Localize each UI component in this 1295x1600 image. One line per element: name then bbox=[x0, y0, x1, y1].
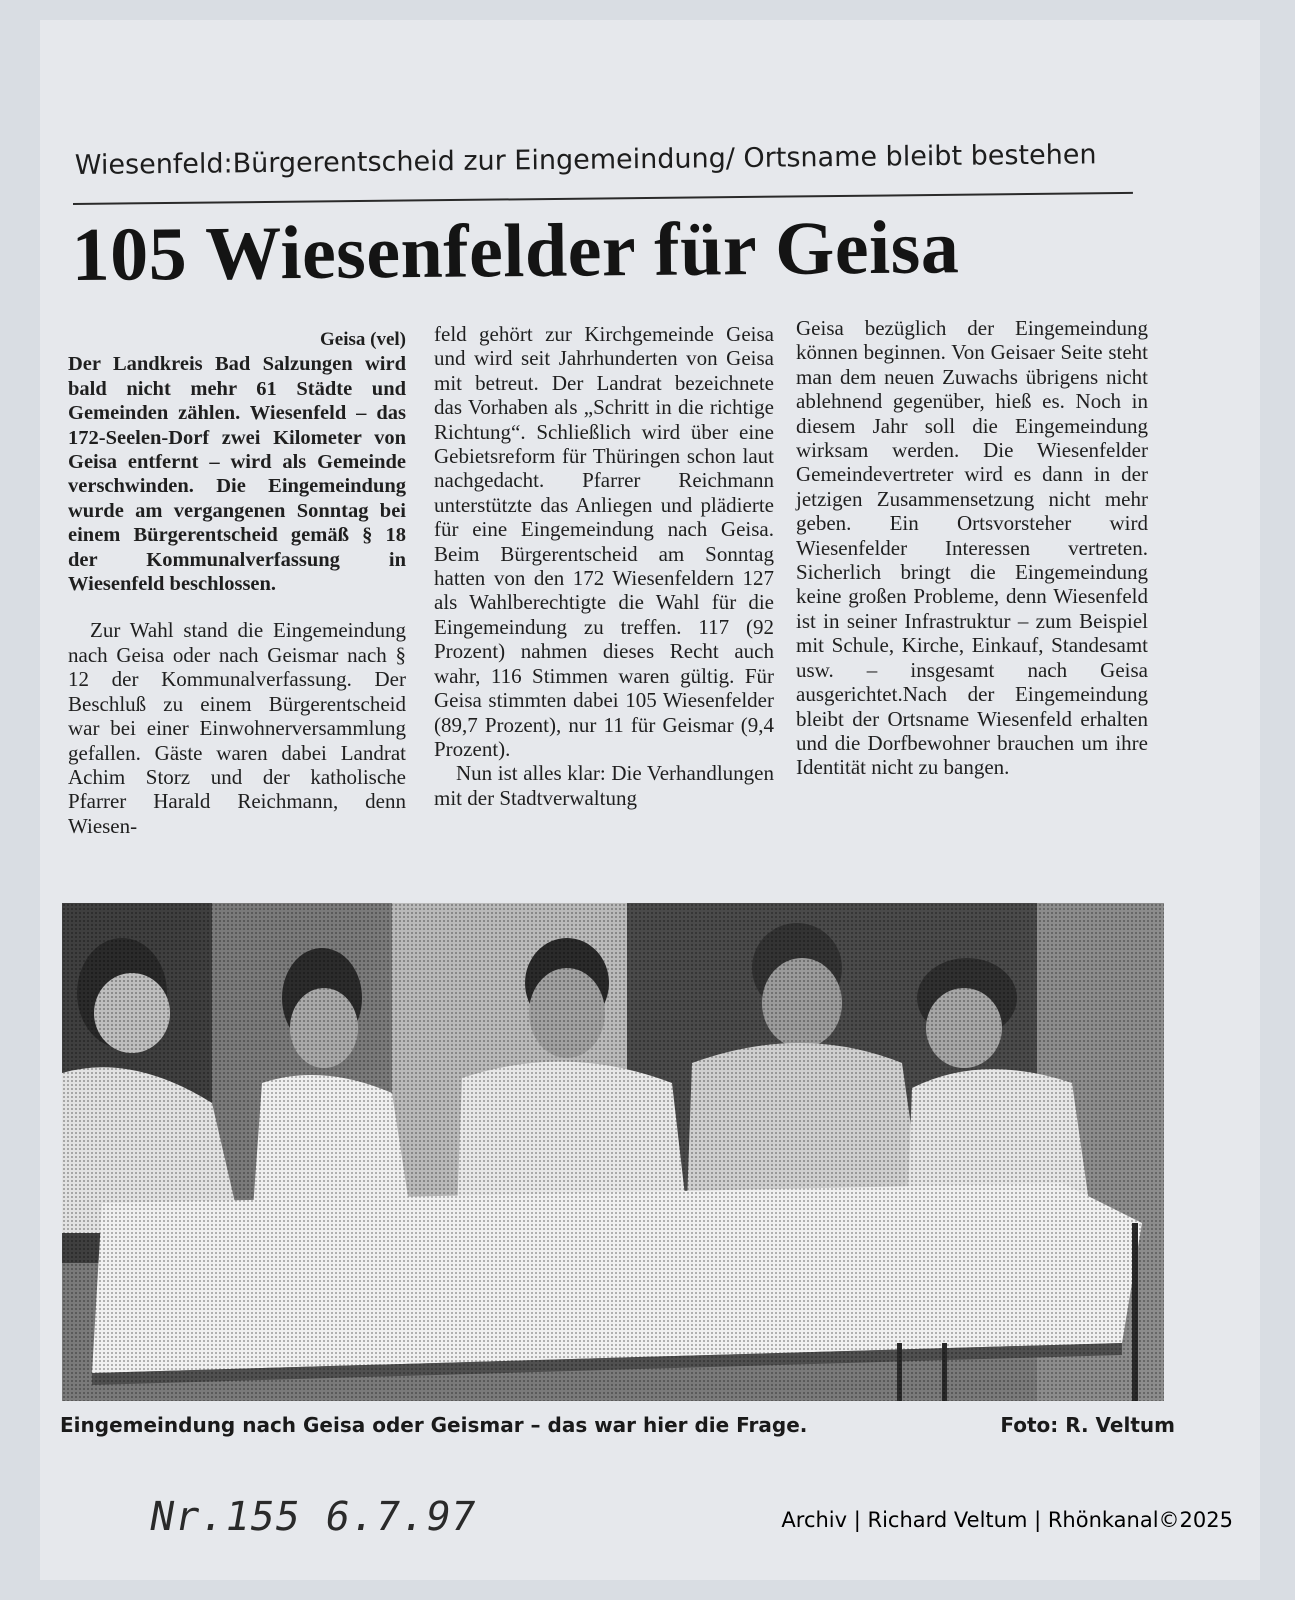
article-kicker: Wiesenfeld:Bürgerentscheid zur Eingemeindung/ Ortsname bleibt bestehen bbox=[74, 139, 1097, 181]
photo-credit: Foto: R. Veltum bbox=[1000, 1413, 1175, 1437]
column-3 bbox=[796, 316, 1148, 780]
lead-paragraph: Der Landkreis Bad Salzungen wird bald nicht mehr 61 Städte und Gemeinden zählen. Wiesenfeld – das 172-Seelen-Dorf zwei Kilometer von Geisa entfernt – wird als Gemeinde verschwinden. Die Eingemeindung wurde am vergangenen Sonntag bei einem Bürgerentscheid gemäß § 18 der Kommunalverfassung in Wiesenfeld beschlossen. bbox=[68, 353, 406, 596]
group-photo bbox=[62, 903, 1164, 1401]
photo-caption: Eingemeindung nach Geisa oder Geismar – das war hier die Frage. bbox=[60, 1413, 808, 1437]
article-headline: 105 Wiesenfelder für Geisa bbox=[71, 205, 960, 298]
body-paragraph-3: Nun ist alles klar: Die Verhandlungen mit der Stadtverwaltung bbox=[434, 761, 774, 810]
column-1 bbox=[68, 328, 406, 838]
column-2 bbox=[434, 322, 774, 810]
body-paragraph-2: feld gehört zur Kirchgemeinde Geisa und wird seit Jahrhunderten von Geisa mit betreut. Der Landrat bezeichnete das Vorhaben als „Schritt in die richtige Richtung“. Schließlich wird über eine Gebietsreform für Thüringen schon laut nachgedacht. Pfarrer Reichmann unterstützte das Anliegen und plädierte für eine Eingemeindung nach Geisa. Beim Bürgerentscheid am Sonntag hatten von den 172 Wiesenfeldern 127 als Wahlberechtigte die Wahl für die Eingemeindung zu treffen. 117 (92 Prozent) nahmen dieses Recht auch wahr, 116 Stimmen waren gültig. Für Geisa stimmten dabei 105 Wiesenfelder (89,7 Prozent), nur 11 für Geismar (9,4 Prozent). bbox=[434, 322, 774, 761]
dateline: Geisa (vel) bbox=[319, 329, 406, 350]
body-paragraph-4: Geisa bezüglich der Eingemeindung können beginnen. Von Geisaer Seite steht man dem neuen Zuwachs übrigens nicht ablehnend gegenüber, hieß es. Noch in diesem Jahr soll die Eingemeindung wirksam werden. Die Wiesenfelder Gemeindevertreter wird es dann in der jetzigen Zusammensetzung nicht mehr geben. Ein Ortsvorsteher wird Wiesenfelder Interessen vertreten. Sicherlich bringt die Eingemeindung keine großen Probleme, denn Wiesenfeld ist in seiner Infrastruktur – zum Beispiel mit Schule, Kirche, Einkauf, Standesamt usw. – insgesamt nach Geisa ausgerichtet.Nach der Eingemeindung bleibt der Ortsname Wiesenfeld erhalten und die Dorfbewohner brauchen um ihre Identität nicht zu bangen. bbox=[796, 316, 1148, 780]
body-paragraph-1: Zur Wahl stand die Eingemeindung nach Geisa oder nach Geismar nach § 12 der Kommunalverfassung. Der Beschluß zu einem Bürgerentscheid war bei einer Einwohnerversammlung gefallen. Gäste waren dabei Landrat Achim Storz und der katholische Pfarrer Harald Reichmann, denn Wiesen- bbox=[68, 618, 406, 838]
handwritten-note: Nr.155 6.7.97 bbox=[145, 1494, 481, 1540]
archive-watermark: Archiv | Richard Veltum | Rhönkanal©2025 bbox=[781, 1508, 1233, 1532]
